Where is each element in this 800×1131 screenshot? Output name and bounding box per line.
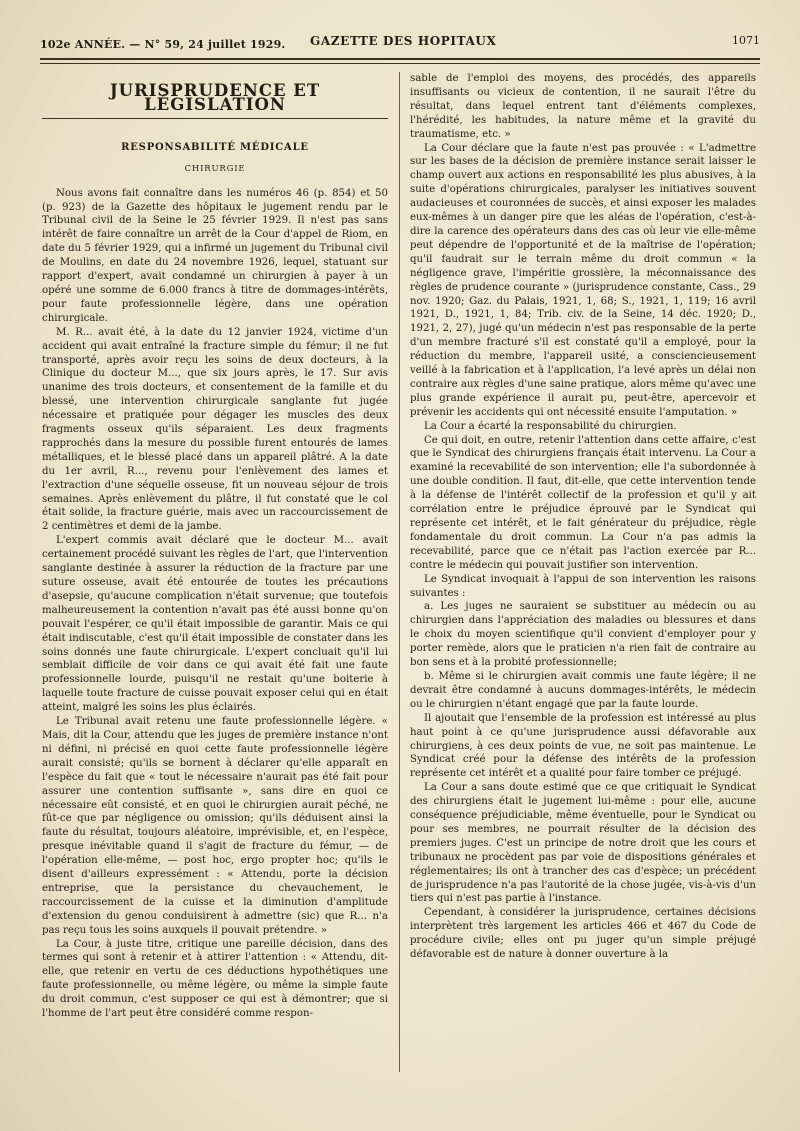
paragraph: M. R... avait été, à la date du 12 janvier 1924, victime d'un accident qui avait entraîné la fracture simple du fémur; il ne fut transporté, après avoir reçu les soins de deux docteurs, à la Clinique du docteur M..., que six jours après, le 17. Sur avis unanime des trois docteurs, et consentement de la famille et du blessé, une intervention chirurgicale sanglante fut jugée nécessaire et pratiquée pour dégager les muscles des deux fragments osseux qu'ils séparaient. Les deux fragments rapprochés dans la mesure du possible furent entourés de lames métalliques, et le blessé placé dans un appareil plâtré. A la date du 1er avril, R..., revenu pour l'enlèvement des lames et l'extraction d'une séquelle osseuse, fit un nouveau séjour de trois semaines. Après enlèvement du plâtre, il fut constaté que le col était solide, la fracture guérie, mais avec un raccourcissement de 2 centimètres et demi de la jambe. — [42, 326, 388, 533]
paragraph: La Cour a sans doute estimé que ce que critiquait le Syndicat des chirurgiens était le jugement lui-même : pour elle, aucune conséquence préjudiciable, même éventuelle, pour le Syndicat ou pour ses membres, ne pourrait résulter de la décision des premiers juges. C'est un principe de notre droit que les cours et tribunaux ne procèdent pas par voie de dispositions générales et réglementaires; ils ont à trancher des cas d'espèce; un précédent de jurisprudence n'a pas l'autorité de la chose jugée, vis-à-vis d'un tiers qui n'est pas partie à l'instance. — [410, 782, 756, 905]
journal-name: GAZETTE DES HOPITAUX — [310, 34, 497, 48]
paragraph: Ce qui doit, en outre, retenir l'attention dans cette affaire, c'est que le Syndicat des chirurgiens français était intervenu. La Cour a examiné la recevabilité de son intervention; elle l'a subordonnée à une double condition. Il faut, dit-elle, que cette intervention tende à la défense de l'intérêt collectif de la profession et qu'il y ait corrélation entre le préjudice éprouvé par le Syndicat qui représente cet intérêt, et le fait générateur du préjudice, règle fondamentale du droit commun. La Cour n'a pas admis la recevabilité, parce que ce n'était pas l'action exercée par R... contre le médecin qui pouvait justifier son intervention. — [410, 434, 756, 571]
paragraph: sable de l'emploi des moyens, des procédés, des appareils insuffisants ou vicieux de contention, il ne saurait l'être du résultat, dans lequel entrent tant d'éléments complexes, l'hérédité, les habitudes, la nature même et la gravité du traumatisme, etc. » — [410, 73, 756, 140]
paragraph: Nous avons fait connaître dans les numéros 46 (p. 854) et 50 (p. 923) de la Gazette des hôpitaux le jugement rendu par le Tribunal civil de la Seine le 25 février 1929. Il n'est pas sans intérêt de faire connaître un arrêt de la Cour d'appel de Riom, en date du 5 février 1929, qui a infirmé un jugement du Tribunal civil de Moulins, en date du 24 novembre 1926, lequel, statuant sur rapport d'expert, avait condamné un chirurgien à payer à un opéré une somme de 6.000 francs à titre de dommages-intérêts, pour faute professionnelle légère, dans une opération chirurgicale. — [42, 187, 388, 324]
paragraph: La Cour, à juste titre, critique une pareille décision, dans des termes qui sont à retenir et à attirer l'attention : « Attendu, dit-elle, que retenir en vertu de ces déductions hypothétiques une faute professionnelle, ou même légère, ou même la simple faute du droit commun, c'est supposer ce qui est à démontrer; que si l'homme de l'art peut être considéré comme respon- — [42, 938, 388, 1020]
paragraph: b. Même si le chirurgien avait commis une faute légère; il ne devrait être condamné à aucuns dommages-intérêts, le médecin ou le chirurgien n'étant engagé que par la faute lourde. — [410, 670, 756, 710]
page-header — [40, 34, 760, 52]
article-category: CHIRURGIE — [184, 163, 246, 174]
paragraph: Le Syndicat invoquait à l'appui de son intervention les raisons suivantes : — [410, 573, 756, 599]
paragraph: La Cour déclare que la faute n'est pas prouvée : « L'admettre sur les bases de la décision de première instance serait laisser le champ ouvert aux actions en responsabilité les plus abusives, à la suite d'opérations chirurgicales, paralyser les initiatives souvent audacieuses et couronnées de succès, et ainsi exposer les malades eux-mêmes à un danger pire que les aléas de l'opération, c'est-à-dire la carence des opérateurs dans des cas où leur vie elle-même peut dépendre de l'opportunité et de la maîtrise de l'opération; qu'il faudrait sur le terrain même du droit commun « la négligence grave, l'impéritie grossière, la méconnaissance des règles de prudence courante » (jurisprudence constante, Cass., 29 nov. 1920; Gaz. du Palais, 1921, 1, 68; S., 1921, 1, 119; 16 avril 1921, D., 1921, 1, 84; Trib. civ. de la Seine, 14 déc. 1920; D., 1921, 2, 27), jugé qu'un médecin n'est pas responsable de la perte d'un membre fracturé s'il est constaté qu'il a employé, pour la réduction du membre, l'appareil usité, a consciencieusement veillé à la fabrication et à l'application, l'a levé après un délai non contraire aux règles d'une saine pratique, alors même qu'avec une plus grande expérience il aurait pu, peut-être, apercevoir et prévenir les accidents qui ont nécessité ensuite l'amputation. » — [410, 142, 756, 418]
page-number: 1071 — [732, 34, 760, 47]
paragraph: La Cour a écarté la responsabilité du chirurgien. — [424, 420, 677, 432]
section-title: JURISPRUDENCE ET LÉGISLATION — [109, 81, 321, 114]
paragraph: Il ajoutait que l'ensemble de la profession est intéressé au plus haut point à ce qu'une jurisprudence aussi défavorable aux chirurgiens, à ces deux points de vue, ne soit pas maintenue. Le Syndicat créé pour la défense des intérêts de la profession représente cet intérêt et a qualité pour faire tomber ce préjugé. — [410, 712, 756, 780]
section-title-rule — [42, 118, 388, 119]
header-rule-thin — [40, 63, 760, 64]
paragraph: a. Les juges ne sauraient se substituer au médecin ou au chirurgien dans l'appréciation des maladies ou blessures et dans le choix du moyen scientifique qu'il convient d'employer pour y porter remède, alors que le praticien n'a rien fait de contraire au bon sens et à la probité professionnelle; — [410, 601, 756, 669]
article-subtitle: RESPONSABILITÉ MÉDICALE — [121, 141, 309, 153]
column-divider — [399, 72, 400, 1072]
paragraph: Le Tribunal avait retenu une faute professionnelle légère. « Mais, dit la Cour, attendu que les juges de première instance n'ont ni défini, ni précisé en quoi cette faute professionnelle légère aurait consisté; qu'ils se bornent à déclarer qu'elle apparaît en l'espèce du fait que « tout le nécessaire n'aurait pas été fait pour assurer une contention suffisante », sans dire en quoi ce nécessaire eût consisté, et en quoi le chirurgien aurait péché, ne fût-ce que par négligence ou omission; qu'ils déduisent ainsi la faute du résultat, toujours aléatoire, imprévisible, et, en l'espèce, presque inévitable quand il s'agit de fracture du fémur, — de l'opération elle-même, — post hoc, ergo propter hoc; qu'ils le disent d'ailleurs expressément : « Attendu, porte la décision entreprise, que la persistance du chevauchement, le raccourcissement de la cuisse et la diminution d'amplitude d'extension du genou conduisirent à admettre (sic) que R... n'a pas reçu tous les soins auxquels il pouvait prétendre. » — [42, 716, 388, 936]
paragraph: Cependant, à considérer la jurisprudence, certaines décisions interprètent très largement les articles 466 et 467 du Code de procédure civile; elles ont pu juger qu'un simple préjugé défavorable est de nature à donner ouverture à la — [410, 907, 756, 961]
paragraph: L'expert commis avait déclaré que le docteur M... avait certainement procédé suivant les règles de l'art, que l'intervention sanglante destinée à assurer la réduction de la fracture par une suture osseuse, avait été entourée de toutes les précautions d'asepsie, qu'aucune complication n'était survenue; que toutefois malheureusement la contention n'avait pas été aussi bonne qu'on pouvait l'espérer, ce qu'il était impossible de garantir. Mais ce qui était indiscutable, c'est qu'il était impossible de constater dans les soins donnés une faute chirurgicale. L'expert concluait qu'il lui semblait difficile de voir dans ce qui avait été fait une faute professionnelle lourde, puisqu'il ne restait qu'une boiterie à laquelle toute fracture de cuisse pouvait exposer celui qui en était atteint, malgré les soins les plus éclairés. — [42, 535, 388, 714]
left-column — [42, 72, 388, 1021]
issue-info: 102e ANNÉE. — N° 59, 24 juillet 1929. — [40, 38, 286, 51]
right-column — [410, 72, 756, 962]
header-rule — [40, 58, 760, 60]
